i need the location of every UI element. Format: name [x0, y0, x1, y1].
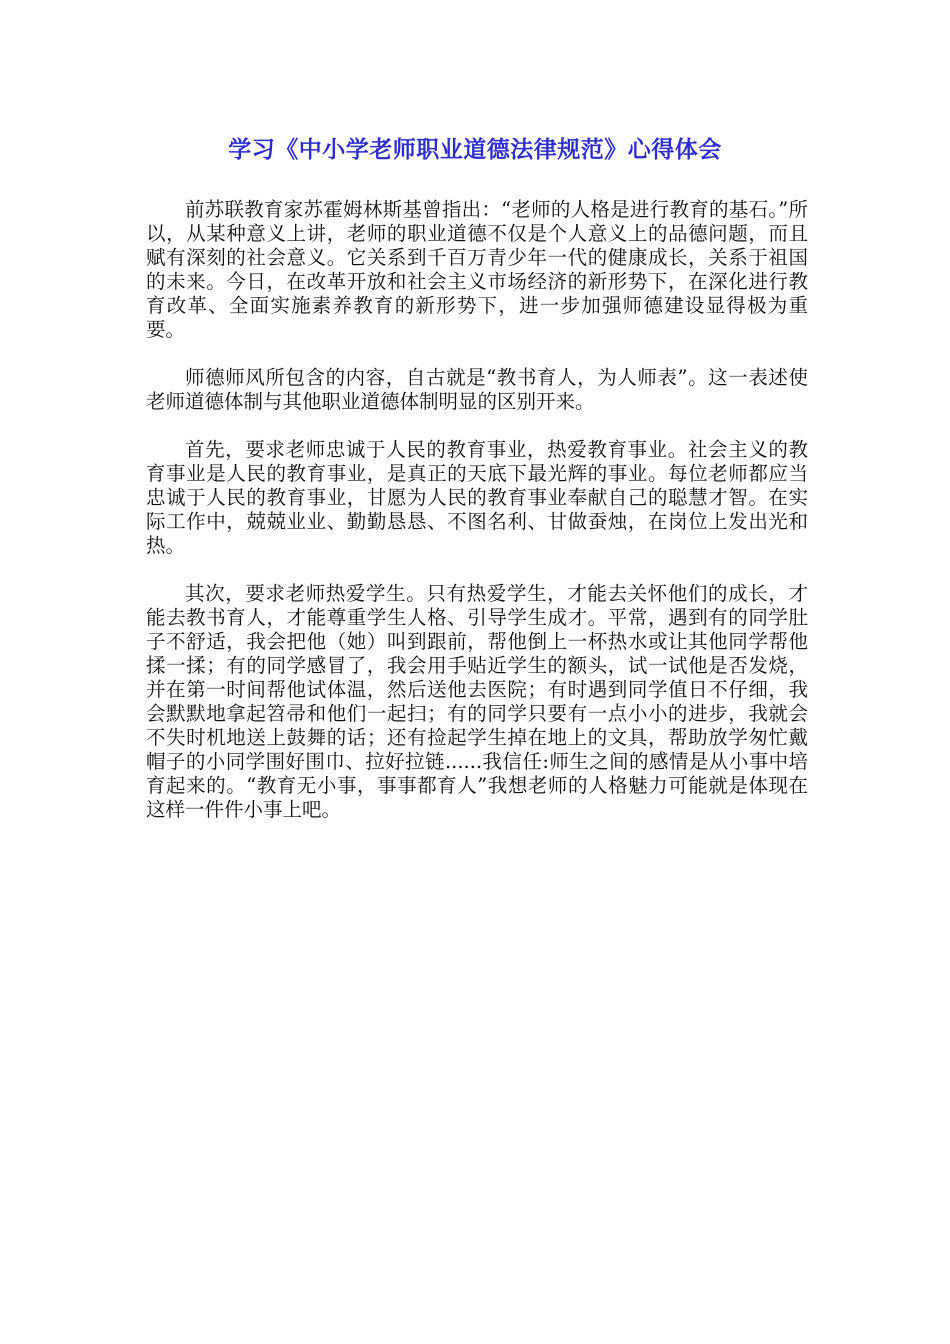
document-body	[146, 198, 808, 846]
paragraph: 师德师风所包含的内容，自古就是“教书育人，为人师表”。这一表述使老师道德体制与其他职业道德体制明显的区别开来。	[146, 366, 808, 413]
document-title: 学习《中小学老师职业道德法律规范》心得体会	[228, 137, 722, 163]
paragraph: 前苏联教育家苏霍姆林斯基曾指出：“老师的人格是进行教育的基石。”所以，从某种意义上讲，老师的职业道德不仅是个人意义上的品德问题，而且赋有深刻的社会意义。它关系到千百万青少年一代的健康成长，关系于祖国的未来。今日，在改革开放和社会主义市场经济的新形势下，在深化进行教育改革、全面实施素养教育的新形势下，进一步加强师德建设显得极为重要。	[146, 198, 808, 341]
paragraph: 其次，要求老师热爱学生。只有热爱学生，才能去关怀他们的成长，才能去教书育人，才能尊重学生人格、引导学生成才。平常，遇到有的同学肚子不舒适，我会把他（她）叫到跟前，帮他倒上一杯热水或让其他同学帮他揉一揉；有的同学感冒了，我会用手贴近学生的额头，试一试他是否发烧，并在第一时间帮他试体温，然后送他去医院；有时遇到同学值日不仔细，我会默默地拿起笤帚和他们一起扫；有的同学只要有一点小小的进步，我就会不失时机地送上鼓舞的话；还有捡起学生掉在地上的文具，帮助放学匆忙戴帽子的小同学围好围巾、拉好拉链......我信任:师生之间的感情是从小事中培育起来的。“教育无小事，事事都育人”我想老师的人格魅力可能就是体现在这样一件件小事上吧。	[146, 582, 808, 821]
paragraph: 首先，要求老师忠诚于人民的教育事业，热爱教育事业。社会主义的教育事业是人民的教育事业，是真正的天底下最光辉的事业。每位老师都应当忠诚于人民的教育事业，甘愿为人民的教育事业奉献自己的聪慧才智。在实际工作中，兢兢业业、勤勤恳恳、不图名利、甘做蚕烛，在岗位上发出光和热。	[146, 438, 808, 557]
